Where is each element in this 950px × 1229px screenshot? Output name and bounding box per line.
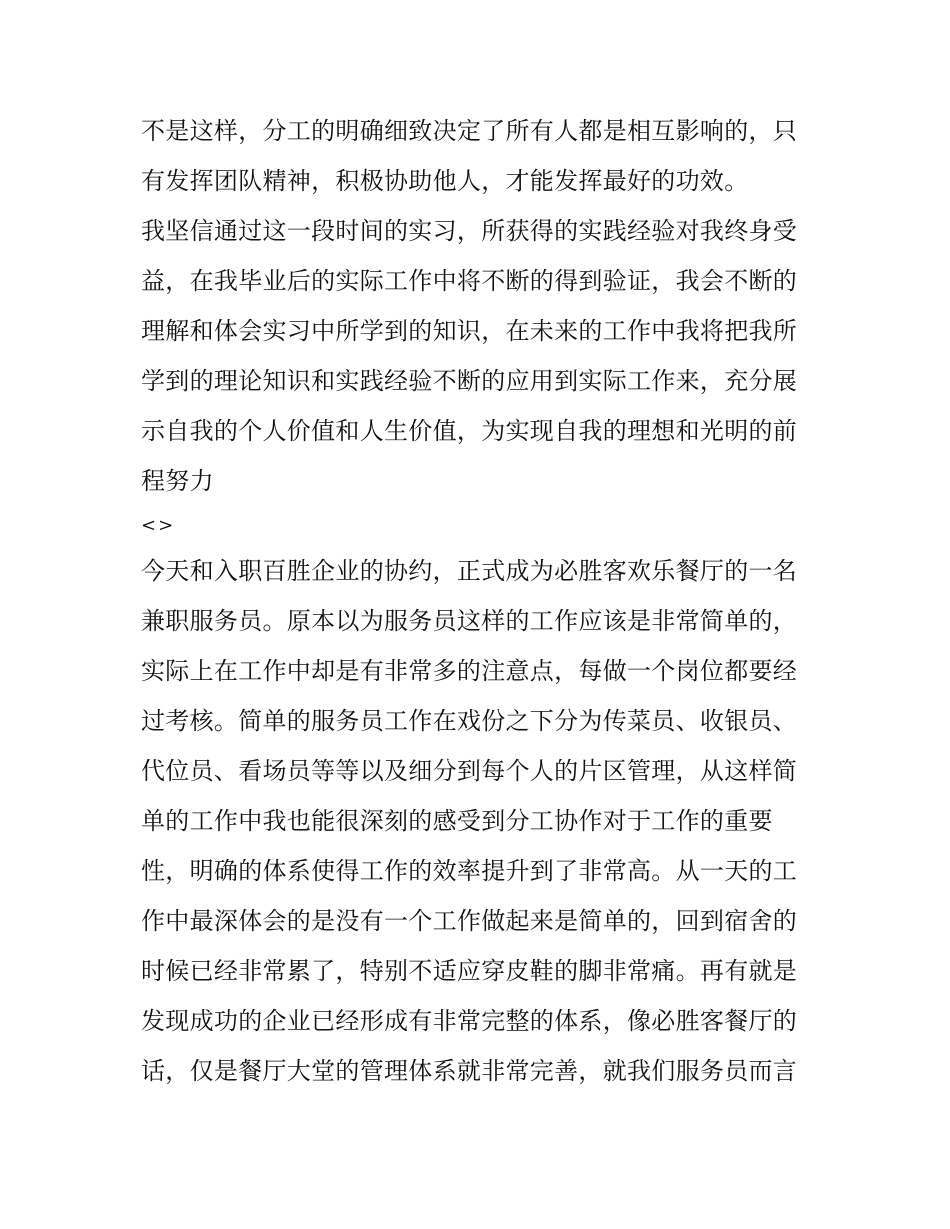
text-line: 时候已经非常累了，特别不适应穿皮鞋的脚非常痛。再有就是 — [141, 957, 798, 985]
text-line: 代位员、看场员等等以及细分到每个人的片区管理，从这样简 — [141, 757, 798, 785]
text-line: 不是这样，分工的明确细致决定了所有人都是相互影响的，只 — [141, 117, 798, 145]
text-line: 程努力 — [141, 467, 214, 495]
text-line: 单的工作中我也能很深刻的感受到分工协作对于工作的重要 — [141, 807, 773, 835]
text-line: 过考核。简单的服务员工作在戏份之下分为传菜员、收银员、 — [141, 707, 798, 735]
text-line: 益，在我毕业后的实际工作中将不断的得到验证，我会不断的 — [141, 267, 798, 295]
text-line: 理解和体会实习中所学到的知识，在未来的工作中我将把我所 — [141, 317, 798, 345]
text-line: 今天和入职百胜企业的协约，正式成为必胜客欢乐餐厅的一名 — [141, 557, 798, 585]
text-line: 示自我的个人价值和人生价值，为实现自我的理想和光明的前 — [141, 417, 798, 445]
section-separator: <> — [141, 515, 176, 536]
text-line: 有发挥团队精神，积极协助他人，才能发挥最好的功效。 — [141, 167, 749, 195]
text-line: 性，明确的体系使得工作的效率提升到了非常高。从一天的工 — [141, 857, 798, 885]
text-line: 作中最深体会的是没有一个工作做起来是简单的，回到宿舍的 — [141, 907, 798, 935]
text-line: 学到的理论知识和实践经验不断的应用到实际工作来，充分展 — [141, 367, 798, 395]
text-line: 我坚信通过这一段时间的实习，所获得的实践经验对我终身受 — [141, 217, 798, 245]
body-text — [141, 106, 821, 1096]
text-line: 实际上在工作中却是有非常多的注意点，每做一个岗位都要经 — [141, 657, 798, 685]
text-line: 话，仅是餐厅大堂的管理体系就非常完善，就我们服务员而言 — [141, 1057, 798, 1085]
text-line: 发现成功的企业已经形成有非常完整的体系，像必胜客餐厅的 — [141, 1007, 798, 1035]
text-line: 兼职服务员。原本以为服务员这样的工作应该是非常简单的， — [141, 607, 798, 635]
